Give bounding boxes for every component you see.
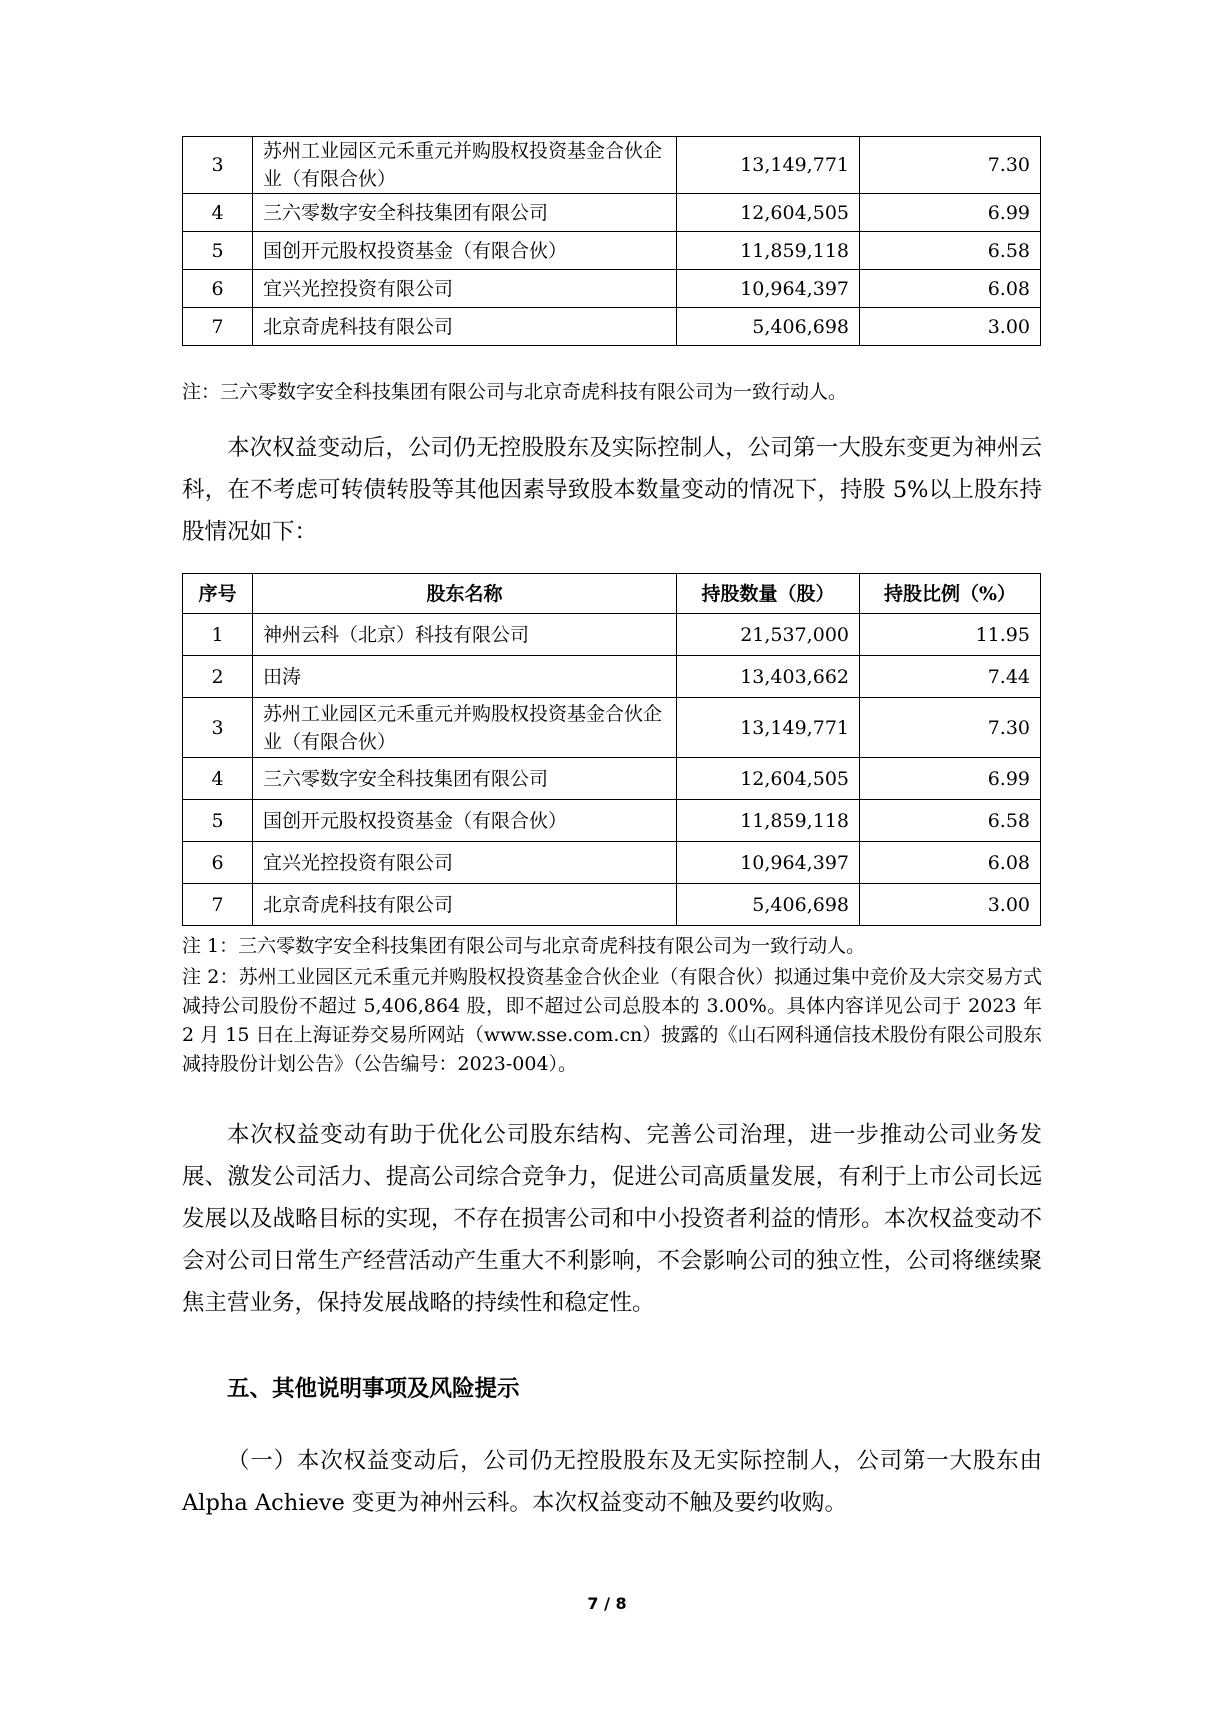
shareholder-name: 北京奇虎科技有限公司 [253,308,677,346]
row-index: 1 [183,614,253,656]
paragraph-after-change: 本次权益变动后，公司仍无控股股东及实际控制人，公司第一大股东变更为神州云科，在不考虑可转债转股等其他因素导致股本数量变动的情况下，持股 5%以上股东持股情况如下： [182,435,1042,545]
table-row [183,698,1041,758]
share-count: 12,604,505 [677,758,860,800]
table-row [183,884,1041,926]
table-row [183,232,1041,270]
share-count: 10,964,397 [677,270,860,308]
shareholder-name: 北京奇虎科技有限公司 [253,884,677,926]
share-count: 5,406,698 [677,884,860,926]
share-percent: 11.95 [860,614,1041,656]
share-percent: 3.00 [860,884,1041,926]
share-count: 21,537,000 [677,614,860,656]
share-percent: 6.08 [860,842,1041,884]
paragraph-item-1: （一）本次权益变动后，公司仍无控股股东及无实际控制人，公司第一大股东由 Alpha Achieve 变更为神州云科。本次权益变动不触及要约收购。 [182,1448,1042,1516]
table-header-row [183,574,1041,614]
table-row [183,308,1041,346]
table-row [183,270,1041,308]
share-percent: 6.99 [860,758,1041,800]
shareholder-name: 三六零数字安全科技集团有限公司 [253,758,677,800]
share-percent: 6.08 [860,270,1041,308]
shareholder-name: 神州云科（北京）科技有限公司 [253,614,677,656]
share-count: 13,149,771 [677,137,860,194]
shareholder-name: 宜兴光控投资有限公司 [253,842,677,884]
share-count: 13,403,662 [677,656,860,698]
shareholder-name: 田涛 [253,656,677,698]
row-index: 2 [183,656,253,698]
row-index: 6 [183,270,253,308]
table-row [183,614,1041,656]
shareholder-table-after [182,573,1041,926]
table-row [183,137,1041,194]
row-index: 3 [183,698,253,758]
share-percent: 6.58 [860,232,1041,270]
table1-note: 注：三六零数字安全科技集团有限公司与北京奇虎科技有限公司为一致行动人。 [182,381,848,403]
row-index: 7 [183,308,253,346]
share-count: 13,149,771 [677,698,860,758]
share-percent: 6.99 [860,194,1041,232]
share-count: 11,859,118 [677,800,860,842]
share-percent: 7.30 [860,698,1041,758]
table-row [183,194,1041,232]
row-index: 5 [183,800,253,842]
page-number: 7 / 8 [587,1594,627,1613]
row-index: 4 [183,194,253,232]
shareholder-name: 三六零数字安全科技集团有限公司 [253,194,677,232]
share-percent: 6.58 [860,800,1041,842]
paragraph-impact: 本次权益变动有助于优化公司股东结构、完善公司治理，进一步推动公司业务发展、激发公司活力、提高公司综合竞争力，促进公司高质量发展，有利于上市公司长远发展以及战略目标的实现，不存在损害公司和中小投资者利益的情形。本次权益变动不会对公司日常生产经营活动产生重大不利影响，不会影响公司的独立性，公司将继续聚焦主营业务，保持发展战略的持续性和稳定性。 [182,1122,1042,1316]
row-index: 6 [183,842,253,884]
share-percent: 3.00 [860,308,1041,346]
shareholder-table-before [182,136,1041,346]
share-count: 10,964,397 [677,842,860,884]
shareholder-name: 苏州工业园区元禾重元并购股权投资基金合伙企业（有限合伙） [253,698,677,758]
table-row [183,842,1041,884]
table2-note-1: 注 1：三六零数字安全科技集团有限公司与北京奇虎科技有限公司为一致行动人。 [182,935,866,957]
row-index: 4 [183,758,253,800]
row-index: 3 [183,137,253,194]
share-count: 12,604,505 [677,194,860,232]
share-count: 11,859,118 [677,232,860,270]
row-index: 5 [183,232,253,270]
shareholder-name: 苏州工业园区元禾重元并购股权投资基金合伙企业（有限合伙） [253,137,677,194]
table-row [183,758,1041,800]
header-shares: 持股数量（股） [677,574,860,614]
header-name: 股东名称 [253,574,677,614]
section-heading: 五、其他说明事项及风险提示 [227,1376,520,1402]
header-percent: 持股比例（%） [860,574,1041,614]
row-index: 7 [183,884,253,926]
shareholder-name: 宜兴光控投资有限公司 [253,270,677,308]
share-percent: 7.30 [860,137,1041,194]
shareholder-name: 国创开元股权投资基金（有限合伙） [253,800,677,842]
table2-note-2: 注 2：苏州工业园区元禾重元并购股权投资基金合伙企业（有限合伙）拟通过集中竞价及大宗交易方式减持公司股份不超过 5,406,864 股，即不超过公司总股本的 3.00%。具体内容详见公司于 2023 年 2 月 15 日在上海证券交易所网站（www.sse.com.cn）披露的《山石网科通信技术股份有限公司股东减持股份计划公告》（公告编号：2023-004）。 [182,966,1042,1075]
table-row [183,800,1041,842]
header-index: 序号 [183,574,253,614]
share-count: 5,406,698 [677,308,860,346]
shareholder-name: 国创开元股权投资基金（有限合伙） [253,232,677,270]
table-row [183,656,1041,698]
share-percent: 7.44 [860,656,1041,698]
